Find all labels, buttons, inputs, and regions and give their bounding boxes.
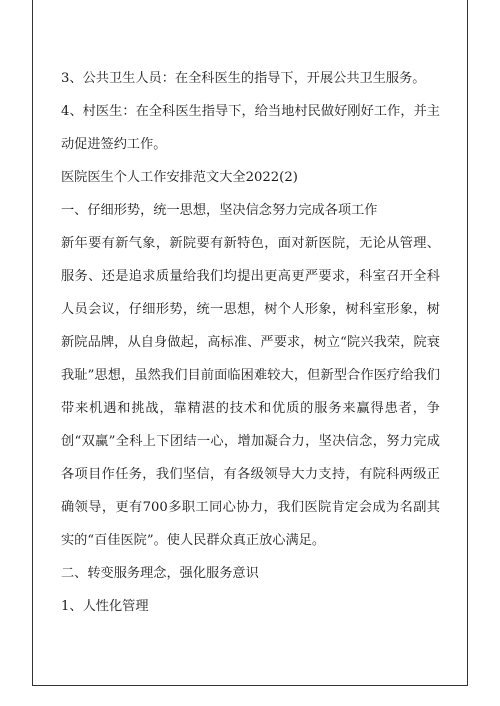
paragraph-village-doctor: 4、村医生：在全科医生指导下，给当地村民做好刚好工作，并主动促进签约工作。 xyxy=(61,104,440,152)
paragraph-public-health: 3、公共卫生人员：在全科医生的指导下，开展公共卫生服务。 xyxy=(61,71,426,86)
document-body xyxy=(61,62,440,623)
document-title: 医院医生个人工作安排范文大全2022(2) xyxy=(61,170,298,185)
section-heading-1: 一、仔细形势，统一思想，坚决信念努力完成各项工作 xyxy=(61,203,378,218)
paragraph-body: 新年要有新气象，新院要有新特色，面对新医院，无论从管理、服务、还是追求质量给我们均提出更高更严要求，科室召开全科人员会议，仔细形势，统一思想，树个人形象，树科室形象，树新院品牌，从自身做起，高标准、严要求，树立“院兴我荣，院衰我耻”思想，虽然我们目前面临困难较大，但新型合作医疗给我们带来机遇和挑战，靠精湛的技术和优质的服务来赢得患者，争创“双赢”全科上下团结一心，增加凝合力，坚决信念，努力完成各项目作任务，我们坚信，有各级领导大力支持，有院科两级正确领导，更有700多职工同心协力，我们医院肯定会成为名副其实的“百佳医院”。使人民群众真正放心满足。 xyxy=(61,236,440,548)
subheading-humanized-management: 1、人性化管理 xyxy=(61,599,149,614)
section-heading-2: 二、转变服务理念，强化服务意识 xyxy=(61,566,259,581)
